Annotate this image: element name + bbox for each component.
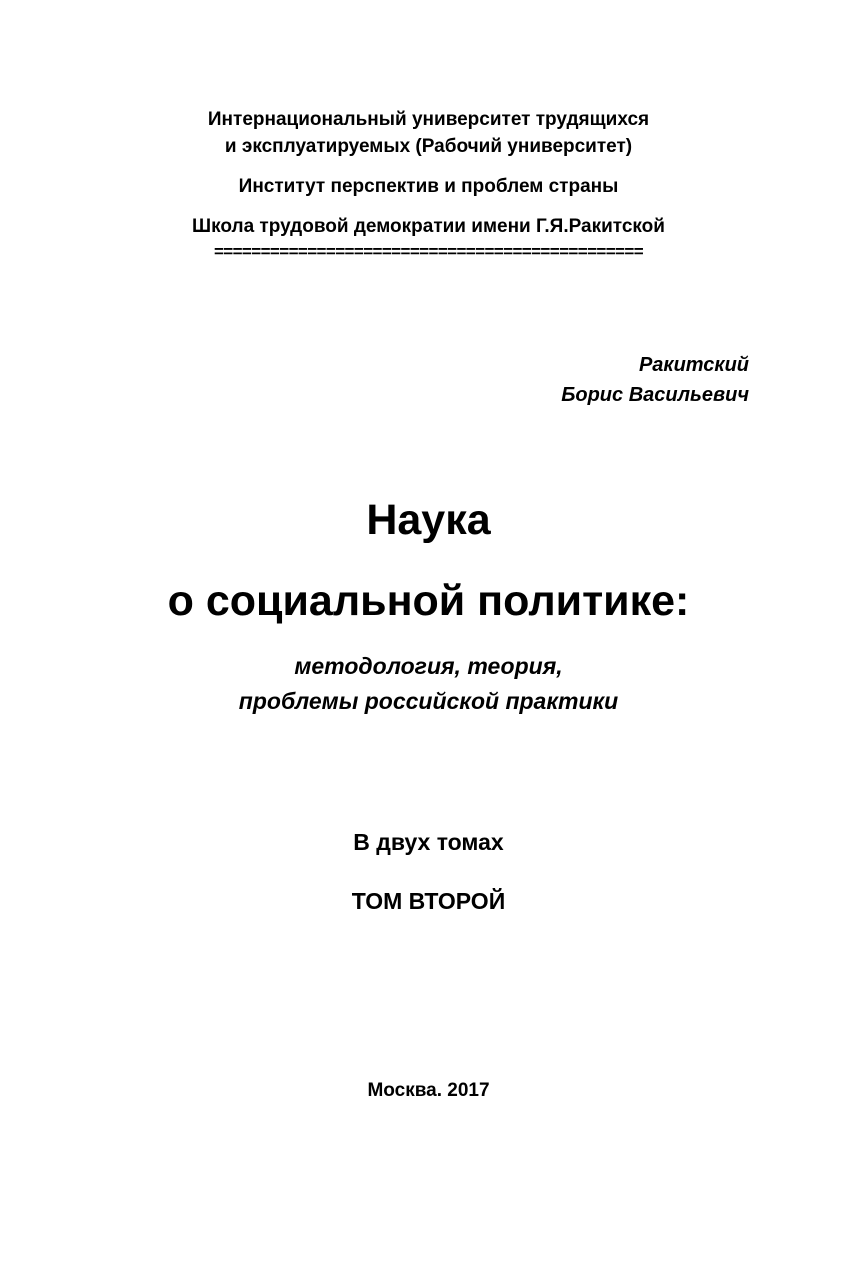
author-given-names: Борис Васильевич bbox=[561, 384, 749, 406]
book-subtitle-line-2: проблемы российской практики bbox=[238, 688, 619, 714]
volume-number: ТОМ ВТОРОЙ bbox=[351, 888, 506, 914]
book-title-line-2: о социальной политике: bbox=[167, 577, 690, 625]
institution-line-1: Интернациональный университет трудящихся bbox=[207, 109, 650, 130]
book-subtitle-line-1: методология, теория, bbox=[294, 653, 563, 679]
volume-note: В двух томах bbox=[353, 829, 504, 855]
imprint-city-year: Москва. 2017 bbox=[367, 1080, 490, 1101]
author-surname: Ракитский bbox=[638, 354, 749, 376]
institute-name: Институт перспектив и проблем страны bbox=[238, 176, 619, 197]
separator-line: ============================================== bbox=[213, 242, 644, 261]
book-title-line-1: Наука bbox=[366, 496, 491, 544]
school-name: Школа трудовой демократии имени Г.Я.Ракитской bbox=[192, 216, 665, 237]
institution-line-2: и эксплуатируемых (Рабочий университет) bbox=[224, 136, 633, 157]
